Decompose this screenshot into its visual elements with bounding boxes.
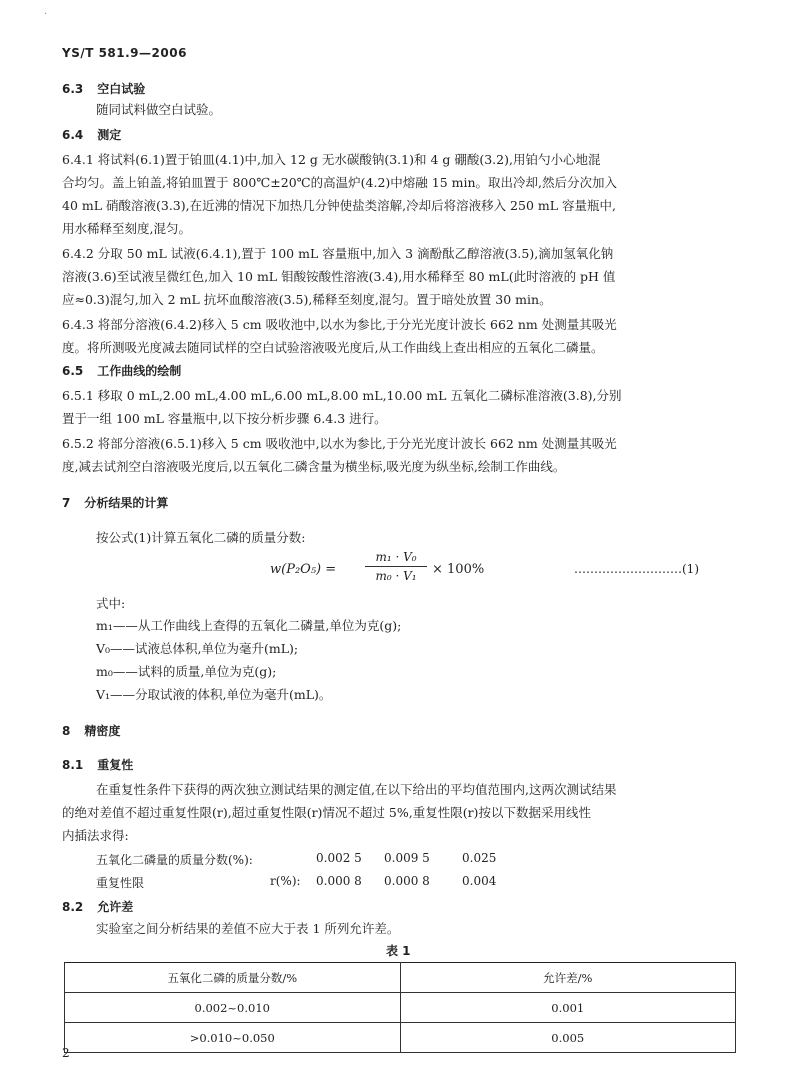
variable-definition: V₀——试液总体积,单位为毫升(mL); xyxy=(96,641,299,656)
precision-value: 0.025 xyxy=(462,851,497,865)
para-6-4-2-line: 应≈0.3)混匀,加入 2 mL 抗坏血酸溶液(3.5),稀释至刻度,混匀。置于暗处放置 30 min。 xyxy=(62,292,552,307)
para-6-4-2-line: 溶液(3.6)至试液呈微红色,加入 10 mL 钼酸铵酸性溶液(3.4),用水稀释至 80 mL(此时溶液的 pH 值 xyxy=(62,269,616,284)
table-cell: 0.001 xyxy=(400,993,736,1023)
para-6-5-1-line: 6.5.1 移取 0 mL,2.00 mL,4.00 mL,6.00 mL,8.00 mL,10.00 mL 五氧化二磷标准溶液(3.8),分别 xyxy=(62,388,622,403)
variable-definition: m₁——从工作曲线上查得的五氧化二磷量,单位为克(g); xyxy=(96,618,402,633)
page-number: 2 xyxy=(62,1046,70,1060)
formula-percent: × 100% xyxy=(432,562,485,577)
para-6-4-2-line: 6.4.2 分取 50 mL 试液(6.4.1),置于 100 mL 容量瓶中,加入 3 滴酚酞乙醇溶液(3.5),滴加氢氧化钠 xyxy=(62,246,614,261)
para-6-4-1-line: 6.4.1 将试料(6.1)置于铂皿(4.1)中,加入 12 g 无水碳酸钠(3.1)和 4 g 硼酸(3.2),用铂勺小心地混 xyxy=(62,152,601,167)
para-6-4-1-line: 40 mL 硝酸溶液(3.3),在近沸的情况下加热几分钟使盐类溶解,冷却后将溶液移入 250 mL 容量瓶中, xyxy=(62,198,616,213)
formula-lhs: w(P₂O₅) = xyxy=(270,562,337,577)
para-6-4-1-line: 合均匀。盖上铂盖,将铂皿置于 800℃±20℃的高温炉(4.2)中熔融 15 min。取出冷却,然后分次加入 xyxy=(62,175,618,190)
table-header-cell: 允许差/% xyxy=(400,963,736,993)
para-6-5-2-line: 6.5.2 将部分溶液(6.5.1)移入 5 cm 吸收池中,以水为参比,于分光光度计波长 662 nm 处测量其吸光 xyxy=(62,436,617,451)
precision-label-mass-fraction: 五氧化二磷量的质量分数(%): xyxy=(96,853,253,867)
precision-value: 0.000 8 xyxy=(316,874,362,888)
table-cell: 0.002~0.010 xyxy=(65,993,401,1023)
section-8-2-body: 实验室之间分析结果的差值不应大于表 1 所列允许差。 xyxy=(96,921,400,936)
table-cell: 0.005 xyxy=(400,1023,736,1053)
para-6-5-1-line: 置于一组 100 mL 容量瓶中,以下按分析步骤 6.4.3 进行。 xyxy=(62,411,387,426)
section-8-2-heading: 8.2 允许差 xyxy=(62,900,134,914)
section-6-5-heading: 6.5 工作曲线的绘制 xyxy=(62,364,182,378)
para-6-4-3-line: 度。将所测吸光度减去随同试样的空白试验溶液吸光度后,从工作曲线上查出相应的五氧化二磷量。 xyxy=(62,340,604,355)
precision-sub-label: r(%): xyxy=(270,874,301,888)
table-caption: 表 1 xyxy=(386,944,411,958)
section-6-4-heading: 6.4 测定 xyxy=(62,128,122,142)
precision-value: 0.009 5 xyxy=(384,851,430,865)
variable-definition: m₀——试料的质量,单位为克(g); xyxy=(96,664,277,679)
section-6-3-heading: 6.3 空白试验 xyxy=(62,82,146,96)
table-cell: >0.010~0.050 xyxy=(65,1023,401,1053)
table-header-cell: 五氧化二磷的质量分数/% xyxy=(65,963,401,993)
formula-numerator: m₁ · V₀ xyxy=(375,550,417,564)
section-7-heading: 7 分析结果的计算 xyxy=(62,496,169,510)
equation-number: ………………………(1) xyxy=(574,562,699,576)
table-header-row xyxy=(65,963,736,993)
formula-intro: 按公式(1)计算五氧化二磷的质量分数: xyxy=(96,530,306,545)
precision-label-repeatability: 重复性限 xyxy=(96,876,145,890)
table-row xyxy=(65,993,736,1023)
section-8-1-heading: 8.1 重复性 xyxy=(62,758,134,772)
para-8-1-line: 内插法求得: xyxy=(62,828,129,843)
header-tick: . xyxy=(44,6,48,17)
variable-definition: V₁——分取试液的体积,单位为毫升(mL)。 xyxy=(96,687,332,702)
para-6-4-3-line: 6.4.3 将部分溶液(6.4.2)移入 5 cm 吸收池中,以水为参比,于分光光度计波长 662 nm 处测量其吸光 xyxy=(62,317,617,332)
fraction-bar xyxy=(365,566,427,567)
precision-value: 0.000 8 xyxy=(384,874,430,888)
standard-code-header: YS/T 581.9—2006 xyxy=(62,46,187,60)
formula-denominator: m₀ · V₁ xyxy=(375,569,417,583)
formula-fraction xyxy=(365,550,427,583)
table-row xyxy=(65,1023,736,1053)
section-8-heading: 8 精密度 xyxy=(62,724,121,738)
para-6-5-2-line: 度,减去试剂空白溶液吸光度后,以五氧化二磷含量为横坐标,吸光度为纵坐标,绘制工作曲线。 xyxy=(62,459,566,474)
para-6-4-1-line: 用水稀释至刻度,混匀。 xyxy=(62,221,191,236)
tolerance-table xyxy=(64,962,736,1053)
variables-title: 式中: xyxy=(96,596,126,611)
section-6-3-body: 随同试料做空白试验。 xyxy=(96,102,222,117)
para-8-1-line: 在重复性条件下获得的两次独立测试结果的测定值,在以下给出的平均值范围内,这两次测试结果 xyxy=(96,782,617,797)
precision-value: 0.002 5 xyxy=(316,851,362,865)
para-8-1-line: 的绝对差值不超过重复性限(r),超过重复性限(r)情况不超过 5%,重复性限(r)按以下数据采用线性 xyxy=(62,805,591,820)
precision-value: 0.004 xyxy=(462,874,497,888)
